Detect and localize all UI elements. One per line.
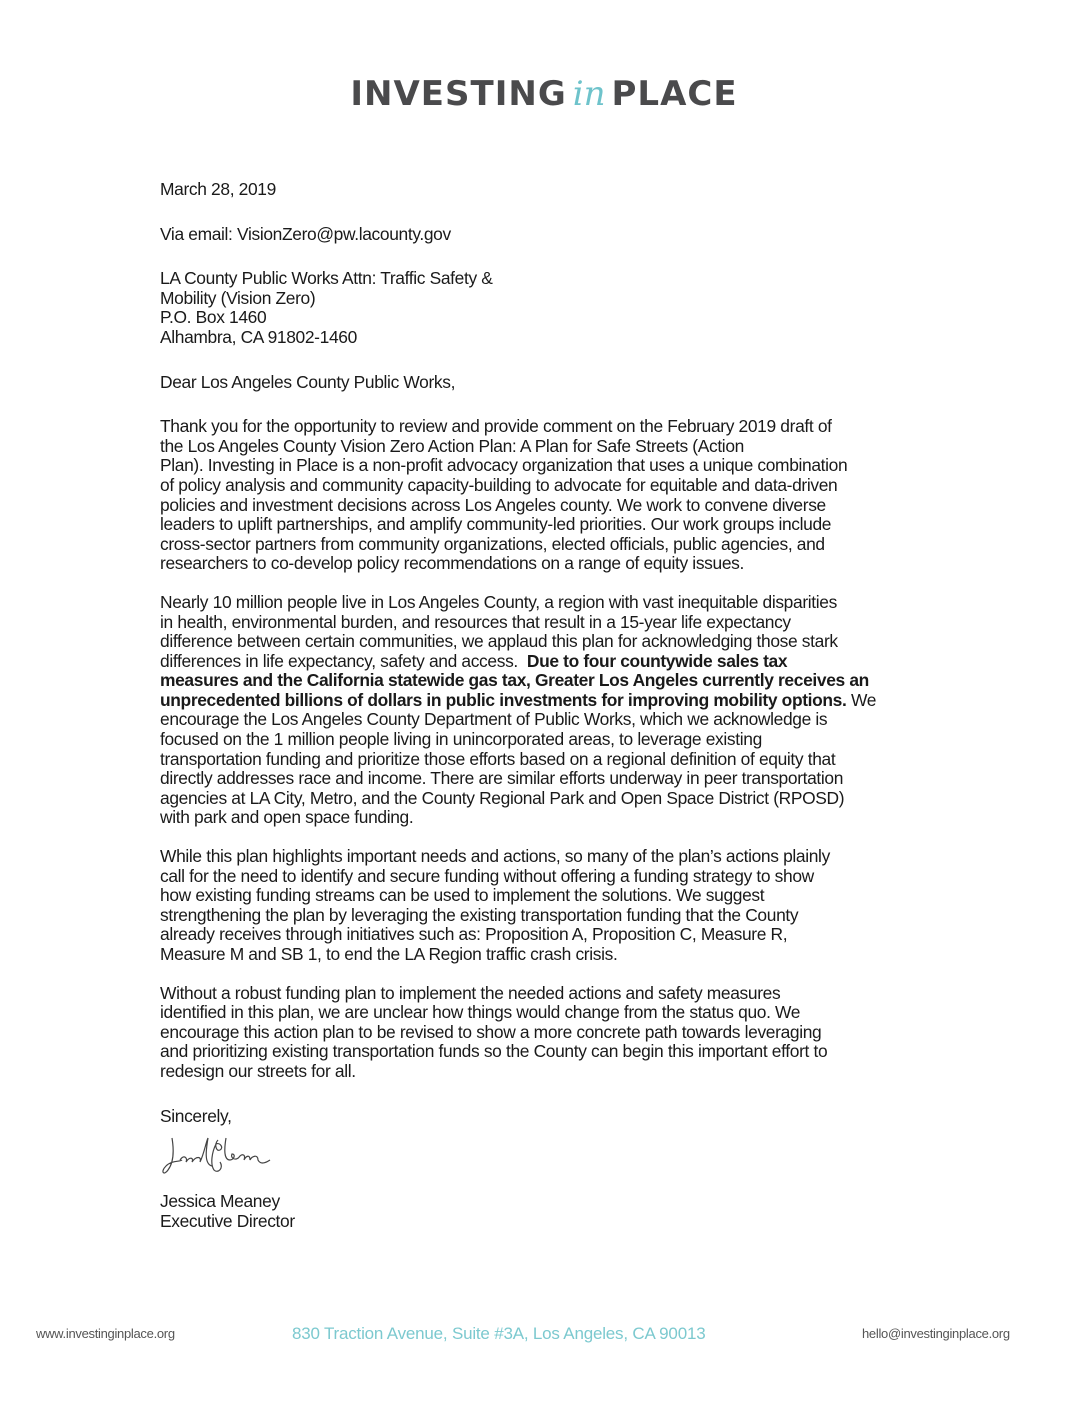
letterhead-footer [0, 1324, 1088, 1348]
paragraph-line: already receives through initiatives such as: Proposition A, Proposition C, Measure R, [160, 924, 788, 945]
emphasis-text: unprecedented billions of dollars in public investments for improving mobility options. [160, 689, 847, 710]
paragraph-line: strengthening the plan by leveraging the existing transportation funding that the County [160, 904, 799, 925]
paragraph-line: of policy analysis and community capacity-building to advocate for equitable and data-driven [160, 474, 838, 495]
paragraph-line: call for the need to identify and secure funding without offering a funding strategy to show [160, 865, 814, 886]
recipient-line: P.O. Box 1460 [160, 307, 267, 328]
paragraph-line: with park and open space funding. [160, 807, 414, 828]
emphasis-text: Due to four countywide sales tax [526, 650, 788, 671]
paragraph-line: Nearly 10 million people live in Los Angeles County, a region with vast inequitable disparities [160, 591, 837, 612]
signer-title: Executive Director [160, 1210, 295, 1231]
recipient-line: LA County Public Works Attn: Traffic Safety & [160, 268, 493, 289]
logo-word-investing: INVESTING [350, 74, 567, 114]
salutation: Dear Los Angeles County Public Works, [160, 371, 456, 392]
paragraph-line: Thank you for the opportunity to review and provide comment on the February 2019 draft of [160, 416, 832, 437]
recipient-line: Alhambra, CA 91802-1460 [160, 326, 357, 347]
paragraph-introduction [160, 417, 970, 574]
paragraph-line [160, 652, 970, 672]
paragraph-line: encourage the Los Angeles County Department of Public Works, which we acknowledge is [160, 709, 828, 730]
paragraph-line: how existing funding streams can be used to implement the solutions. We suggest [160, 885, 765, 906]
logo-word-place: PLACE [611, 74, 738, 114]
paragraph-line: Measure M and SB 1, to end the LA Region traffic crash crisis. [160, 944, 618, 964]
paragraph-line: focused on the 1 million people living in unincorporated areas, to leverage existing [160, 729, 762, 750]
paragraph-line: and prioritizing existing transportation funds so the County can begin this important effort to [160, 1041, 828, 1062]
paragraph-line: the Los Angeles County Vision Zero Action Plan: A Plan for Safe Streets (Action [160, 435, 744, 456]
paragraph-line: encourage this action plan to be revised to show a more concrete path towards leveraging [160, 1021, 822, 1042]
paragraph-line: cross-sector partners from community organizations, elected officials, public agencies, and [160, 533, 825, 554]
contact-email-link[interactable]: hello@investinginplace.org [862, 1326, 1010, 1341]
letter-date: March 28, 2019 [160, 179, 276, 199]
signature-image [160, 1130, 300, 1180]
paragraph-conclusion [160, 984, 970, 1082]
logo-word-in: in [572, 74, 606, 114]
paragraph-line: transportation funding and prioritize those efforts based on a regional definition of equity that [160, 748, 836, 769]
recipient-line: Mobility (Vision Zero) [160, 287, 316, 308]
paragraph-line: identified in this plan, we are unclear how things would change from the status quo. We [160, 1002, 801, 1023]
website-link[interactable]: www.investinginplace.org [36, 1326, 175, 1341]
recipient-address [160, 269, 970, 347]
paragraph-line: While this plan highlights important needs and actions, so many of the plan’s actions plainly [160, 846, 830, 867]
plain-text: We [846, 689, 877, 710]
paragraph-line: policies and investment decisions across Los Angeles county. We work to convene diverse [160, 494, 826, 515]
plain-text: differences in life expectancy, safety and access. [160, 650, 527, 671]
closing: Sincerely, [160, 1105, 232, 1126]
paragraph-line [160, 691, 970, 711]
paragraph-funding-strategy [160, 847, 970, 965]
paragraph-line: difference between certain communities, we applaud this plan for acknowledging those stark [160, 631, 838, 652]
signer-name: Jessica Meaney [160, 1191, 280, 1212]
paragraph-line: leaders to uplift partnerships, and amplify community-led priorities. Our work groups include [160, 514, 832, 535]
paragraph-line: agencies at LA City, Metro, and the County Regional Park and Open Space District (RPOSD) [160, 787, 845, 808]
paragraph-line: Without a robust funding plan to implement the needed actions and safety measures [160, 982, 781, 1003]
paragraph-disparities [160, 593, 970, 828]
via-email-line: Via email: VisionZero@pw.lacounty.gov [160, 223, 451, 244]
letter-body [160, 180, 970, 1231]
office-address: 830 Traction Avenue, Suite #3A, Los Angeles, CA 90013 [292, 1324, 706, 1343]
paragraph-line: in health, environmental burden, and resources that result in a 15-year life expectancy [160, 611, 791, 632]
paragraph-line: Plan). Investing in Place is a non-profit advocacy organization that uses a unique combination [160, 455, 848, 476]
emphasis-text: measures and the California statewide gas tax, Greater Los Angeles currently receives an [160, 670, 869, 691]
organization-logo [0, 74, 1088, 114]
paragraph-line: directly addresses race and income. There are similar efforts underway in peer transportation [160, 768, 844, 789]
paragraph-line: redesign our streets for all. [160, 1060, 356, 1081]
paragraph-line: researchers to co-develop policy recommendations on a range of equity issues. [160, 553, 744, 574]
paragraph-line [160, 671, 970, 691]
